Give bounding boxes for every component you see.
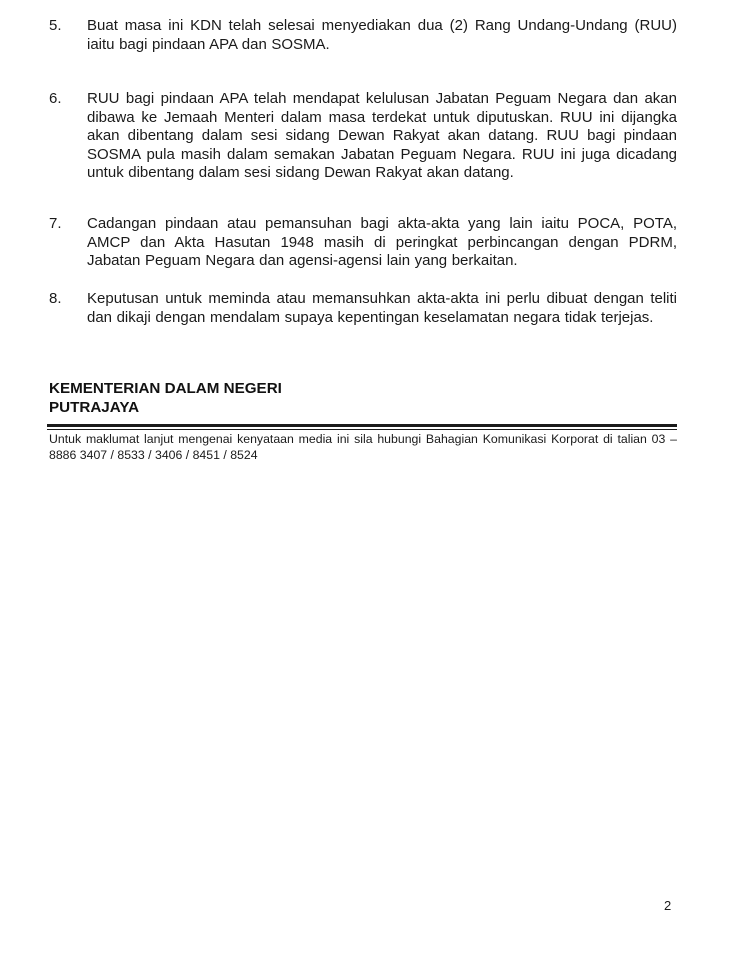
paragraph-6 [49, 90, 677, 183]
paragraph-text: Buat masa ini KDN telah selesai menyediakan dua (2) Rang Undang-Undang (RUU) iaitu bagi pindaan APA dan SOSMA. [87, 17, 677, 53]
paragraph-7 [49, 215, 677, 271]
page-number: 2 [664, 898, 672, 913]
paragraph-8 [49, 290, 677, 327]
signature-block [49, 380, 282, 417]
divider-thick [47, 424, 677, 427]
paragraph-number: 7. [49, 215, 62, 232]
signature-location: PUTRAJAYA [49, 398, 140, 416]
signature-ministry: KEMENTERIAN DALAM NEGERI [49, 380, 282, 397]
paragraph-5 [49, 17, 677, 54]
paragraph-text: Cadangan pindaan atau pemansuhan bagi akta-akta yang lain iaitu POCA, POTA, AMCP dan Akta Hasutan 1948 masih di peringkat perbincangan dengan PDRM, Jabatan Peguam Negara dan agensi-agensi lain yang berkaitan. [87, 215, 677, 269]
paragraph-text: Keputusan untuk meminda atau memansuhkan akta-akta ini perlu dibuat dengan teliti dan dikaji dengan mendalam supaya kepentingan keselamatan negara tidak terjejas. [87, 290, 677, 326]
paragraph-number: 6. [49, 90, 62, 107]
paragraph-number: 5. [49, 17, 62, 34]
divider-thin [47, 429, 677, 430]
paragraph-number: 8. [49, 290, 62, 307]
contact-note: Untuk maklumat lanjut mengenai kenyataan media ini sila hubungi Bahagian Komunikasi Korporat di talian 03 – 8886 3407 / 8533 / 3406 / 8451 / 8524 [49, 432, 677, 462]
paragraph-text: RUU bagi pindaan APA telah mendapat kelulusan Jabatan Peguam Negara dan akan dibawa ke Jemaah Menteri dalam masa terdekat untuk diputuskan. RUU ini dijangka akan dibentang dalam sesi sidang Dewan Rakyat akan datang. RUU bagi pindaan SOSMA pula masih dalam semakan Jabatan Peguam Negara. RUU ini juga dicadang untuk dibentang dalam sesi sidang Dewan Rakyat akan datang. [87, 90, 677, 181]
